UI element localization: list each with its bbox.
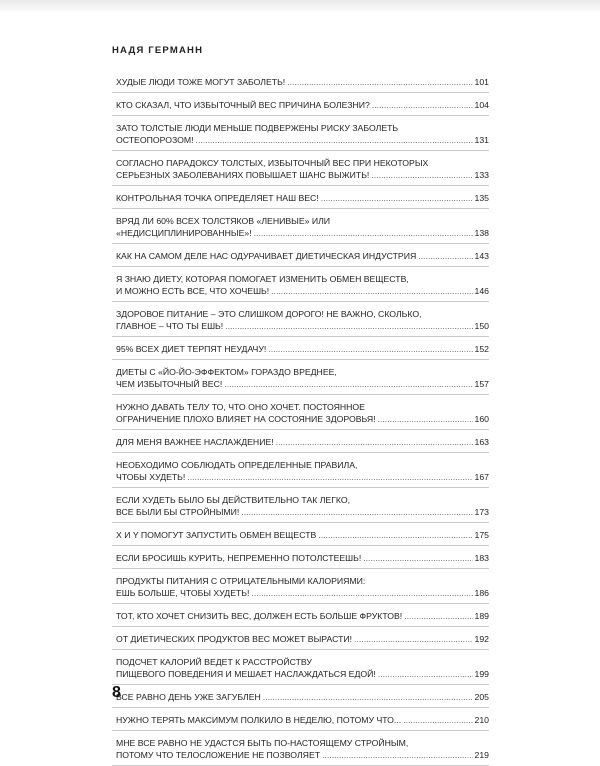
- toc-entry: [112, 186, 489, 209]
- toc-entry-title-line: НЕОБХОДИМО СОБЛЮДАТЬ ОПРЕДЕЛЕННЫЕ ПРАВИЛА,: [116, 460, 358, 470]
- dot-leader: [187, 471, 472, 483]
- toc-entry-title-line: КТО СКАЗАЛ, ЧТО ИЗБЫТОЧНЫЙ ВЕС ПРИЧИНА БОЛЕЗНИ?: [116, 100, 370, 110]
- toc-entry-title-line: ЗДОРОВОЕ ПИТАНИЕ – ЭТО СЛИШКОМ ДОРОГО! НЕ ВАЖНО, СКОЛЬКО,: [116, 309, 422, 319]
- toc-entry-page: 210: [474, 715, 489, 725]
- toc-entry-title-line: НУЖНО ДАВАТЬ ТЕЛУ ТО, ЧТО ОНО ХОЧЕТ. ПОСТОЯННОЕ: [116, 402, 365, 412]
- toc-entry-title-line: ЕСЛИ ХУДЕТЬ БЫЛО БЫ ДЕЙСТВИТЕЛЬНО ТАК ЛЕГКО,: [116, 495, 351, 505]
- toc-entry-title-line: МНЕ ВСЕ РАВНО НЕ УДАСТСЯ БЫТЬ ПО-НАСТОЯЩЕМУ СТРОЙНЫМ,: [116, 738, 409, 748]
- toc-entry: [112, 116, 489, 151]
- toc-entry-title-line: ДЛЯ МЕНЯ ВАЖНЕЕ НАСЛАЖДЕНИЕ!: [116, 437, 274, 447]
- running-header-author: НАДЯ ГЕРМАНН: [112, 45, 204, 56]
- toc-entry: [112, 708, 489, 731]
- toc-entry: [112, 546, 489, 569]
- toc-entry-page: 219: [474, 750, 489, 760]
- toc-entry-last-line: [116, 343, 489, 355]
- toc-entry-last-line: [116, 691, 489, 703]
- toc-entry-last-line: [116, 250, 489, 262]
- toc-entry-title-line: Я ЗНАЮ ДИЕТУ, КОТОРАЯ ПОМОГАЕТ ИЗМЕНИТЬ ОБМЕН ВЕЩЕСТВ,: [116, 274, 409, 284]
- toc-entry-last-line: [116, 436, 489, 448]
- toc-entry-title-line: ОСТЕОПОРОЗОМ!: [116, 135, 194, 145]
- dot-leader: [251, 587, 472, 599]
- toc-entry-last-line: [116, 192, 489, 204]
- dot-leader: [404, 610, 472, 622]
- toc-entry-last-line: [116, 668, 489, 680]
- toc-entry-page: 163: [474, 437, 489, 447]
- toc-entry-page: 175: [474, 530, 489, 540]
- dot-leader: [268, 343, 472, 355]
- toc-entry: [112, 337, 489, 360]
- toc-entry-page: 189: [474, 611, 489, 621]
- toc-entry-title-line: ПОДСЧЕТ КАЛОРИЙ ВЕДЕТ К РАССТРОЙСТВУ: [116, 657, 312, 667]
- toc-entry-last-line: [116, 471, 489, 483]
- dot-leader: [371, 169, 472, 181]
- toc-entry: [112, 488, 489, 523]
- toc-entry-title-line: И МОЖНО ЕСТЬ ВСЕ, ЧТО ХОЧЕШЬ!: [116, 286, 270, 296]
- toc-entry-title-line: ЗАТО ТОЛСТЫЕ ЛЮДИ МЕНЬШЕ ПОДВЕРЖЕНЫ РИСКУ ЗАБОЛЕТЬ: [116, 123, 399, 133]
- toc-entry-last-line: [116, 413, 489, 425]
- dot-leader: [271, 285, 472, 297]
- toc-entry-title-line: ОГРАНИЧЕНИЕ ПЛОХО ВЛИЯЕТ НА СОСТОЯНИЕ ЗДОРОВЬЯ!: [116, 414, 376, 424]
- toc-entry-page: 186: [474, 588, 489, 598]
- toc-entry: [112, 627, 489, 650]
- toc-entry: [112, 267, 489, 302]
- toc-entry: [112, 453, 489, 488]
- toc-entry-title-line: ПРОДУКТЫ ПИТАНИЯ С ОТРИЦАТЕЛЬНЫМИ КАЛОРИЯМИ:: [116, 576, 366, 586]
- dot-leader: [418, 250, 472, 262]
- toc-entry-page: 150: [474, 321, 489, 331]
- toc-entry: [112, 604, 489, 627]
- toc-entry-title-line: ОТ ДИЕТИЧЕСКИХ ПРОДУКТОВ ВЕС МОЖЕТ ВЫРАСТИ!: [116, 634, 353, 644]
- toc-entry-last-line: [116, 633, 489, 645]
- toc-entry: [112, 209, 489, 244]
- toc-entry: [112, 70, 489, 93]
- dot-leader: [276, 436, 473, 448]
- toc-entry: [112, 151, 489, 186]
- toc-entry-last-line: [116, 506, 489, 518]
- toc-entry-page: 101: [474, 77, 489, 87]
- toc-entry-page: 199: [474, 669, 489, 679]
- dot-leader: [318, 529, 472, 541]
- dot-leader: [378, 413, 473, 425]
- toc-entry-title-line: X И Y ПОМОГУТ ЗАПУСТИТЬ ОБМЕН ВЕЩЕСТВ: [116, 530, 317, 540]
- toc-entry-title-line: 95% ВСЕХ ДИЕТ ТЕРПЯТ НЕУДАЧУ!: [116, 344, 267, 354]
- toc-entry-title-line: СЕРЬЕЗНЫХ ЗАБОЛЕВАНИЯХ ПОВЫШАЕТ ШАНС ВЫЖИТЬ!: [116, 170, 370, 180]
- toc-entry-last-line: [116, 610, 489, 622]
- toc-entry-page: 135: [474, 193, 489, 203]
- toc-entry: [112, 523, 489, 546]
- page-number: 8: [112, 684, 121, 701]
- toc-entry-last-line: [116, 169, 489, 181]
- dot-leader: [372, 99, 473, 111]
- table-of-contents: [112, 70, 489, 766]
- toc-entry-title-line: ЕСЛИ БРОСИШЬ КУРИТЬ, НЕПРЕМЕННО ПОТОЛСТЕЕШЬ!: [116, 553, 362, 563]
- dot-leader: [378, 668, 473, 680]
- toc-entry-last-line: [116, 552, 489, 564]
- toc-entry-page: 160: [474, 414, 489, 424]
- toc-entry-page: 157: [474, 379, 489, 389]
- toc-entry: [112, 302, 489, 337]
- dot-leader: [363, 552, 472, 564]
- toc-entry-page: 133: [474, 170, 489, 180]
- dot-leader: [225, 320, 472, 332]
- dot-leader: [224, 378, 472, 390]
- dot-leader: [354, 633, 472, 645]
- toc-entry-last-line: [116, 749, 489, 761]
- toc-entry-page: 104: [474, 100, 489, 110]
- toc-entry: [112, 569, 489, 604]
- toc-entry-title-line: ДИЕТЫ С «ЙО-ЙО-ЭФФЕКТОМ» ГОРАЗДО ВРЕДНЕЕ,: [116, 367, 337, 377]
- toc-entry-page: 192: [474, 634, 489, 644]
- toc-entry-title-line: ВРЯД ЛИ 60% ВСЕХ ТОЛСТЯКОВ «ЛЕНИВЫЕ» ИЛИ: [116, 216, 331, 226]
- toc-entry-last-line: [116, 714, 489, 726]
- toc-entry: [112, 650, 489, 685]
- toc-entry-title-line: ПОТОМУ ЧТО ТЕЛОСЛОЖЕНИЕ НЕ ПОЗВОЛЯЕТ: [116, 750, 321, 760]
- toc-entry-last-line: [116, 227, 489, 239]
- toc-entry: [112, 731, 489, 766]
- top-shadow: [0, 0, 600, 14]
- dot-leader: [322, 749, 472, 761]
- toc-entry-last-line: [116, 99, 489, 111]
- toc-entry-last-line: [116, 320, 489, 332]
- toc-entry: [112, 360, 489, 395]
- toc-entry-title-line: ВСЕ РАВНО ДЕНЬ УЖЕ ЗАГУБЛЕН: [116, 692, 261, 702]
- dot-leader: [263, 691, 473, 703]
- toc-entry-last-line: [116, 529, 489, 541]
- toc-entry-last-line: [116, 587, 489, 599]
- toc-entry-title-line: ЧЕМ ИЗБЫТОЧНЫЙ ВЕС!: [116, 379, 223, 389]
- toc-entry-page: 138: [474, 228, 489, 238]
- dot-leader: [403, 714, 472, 726]
- toc-entry-last-line: [116, 285, 489, 297]
- toc-entry-title-line: ВСЕ БЫЛИ БЫ СТРОЙНЫМИ!: [116, 507, 240, 517]
- toc-entry-title-line: ПИЩЕВОГО ПОВЕДЕНИЯ И МЕШАЕТ НАСЛАЖДАТЬСЯ ЕДОЙ!: [116, 669, 376, 679]
- toc-entry-page: 183: [474, 553, 489, 563]
- toc-entry-title-line: «НЕДИСЦИПЛИНИРОВАННЫЕ»!: [116, 228, 252, 238]
- toc-entry: [112, 430, 489, 453]
- dot-leader: [321, 192, 473, 204]
- toc-entry-page: 173: [474, 507, 489, 517]
- toc-entry: [112, 244, 489, 267]
- toc-entry-last-line: [116, 134, 489, 146]
- toc-entry-title-line: КОНТРОЛЬНАЯ ТОЧКА ОПРЕДЕЛЯЕТ НАШ ВЕС!: [116, 193, 319, 203]
- toc-entry-title-line: КАК НА САМОМ ДЕЛЕ НАС ОДУРАЧИВАЕТ ДИЕТИЧЕСКАЯ ИНДУСТРИЯ: [116, 251, 417, 261]
- toc-entry-title-line: ХУДЫЕ ЛЮДИ ТОЖЕ МОГУТ ЗАБОЛЕТЬ!: [116, 77, 286, 87]
- toc-entry-last-line: [116, 378, 489, 390]
- toc-entry-page: 143: [474, 251, 489, 261]
- toc-entry-title-line: ЧТОБЫ ХУДЕТЬ!: [116, 472, 186, 482]
- toc-entry-title-line: ЕШЬ БОЛЬШЕ, ЧТОБЫ ХУДЕТЬ!: [116, 588, 250, 598]
- toc-entry-title-line: ГЛАВНОЕ – ЧТО ТЫ ЕШЬ!: [116, 321, 224, 331]
- toc-entry-page: 205: [474, 692, 489, 702]
- toc-entry: [112, 93, 489, 116]
- toc-entry-page: 131: [474, 135, 489, 145]
- toc-entry-page: 152: [474, 344, 489, 354]
- toc-entry-title-line: НУЖНО ТЕРЯТЬ МАКСИМУМ ПОЛКИЛО В НЕДЕЛЮ, ПОТОМУ ЧТО...: [116, 715, 402, 725]
- toc-entry: [112, 395, 489, 430]
- dot-leader: [196, 134, 473, 146]
- dot-leader: [287, 76, 472, 88]
- dot-leader: [254, 227, 473, 239]
- toc-entry-last-line: [116, 76, 489, 88]
- toc-entry-title-line: ТОТ, КТО ХОЧЕТ СНИЗИТЬ ВЕС, ДОЛЖЕН ЕСТЬ БОЛЬШЕ ФРУКТОВ!: [116, 611, 403, 621]
- toc-entry-title-line: СОГЛАСНО ПАРАДОКСУ ТОЛСТЫХ, ИЗБЫТОЧНЫЙ ВЕС ПРИ НЕКОТОРЫХ: [116, 158, 429, 168]
- toc-entry-page: 167: [474, 472, 489, 482]
- toc-entry: [112, 685, 489, 708]
- dot-leader: [241, 506, 472, 518]
- toc-entry-page: 146: [474, 286, 489, 296]
